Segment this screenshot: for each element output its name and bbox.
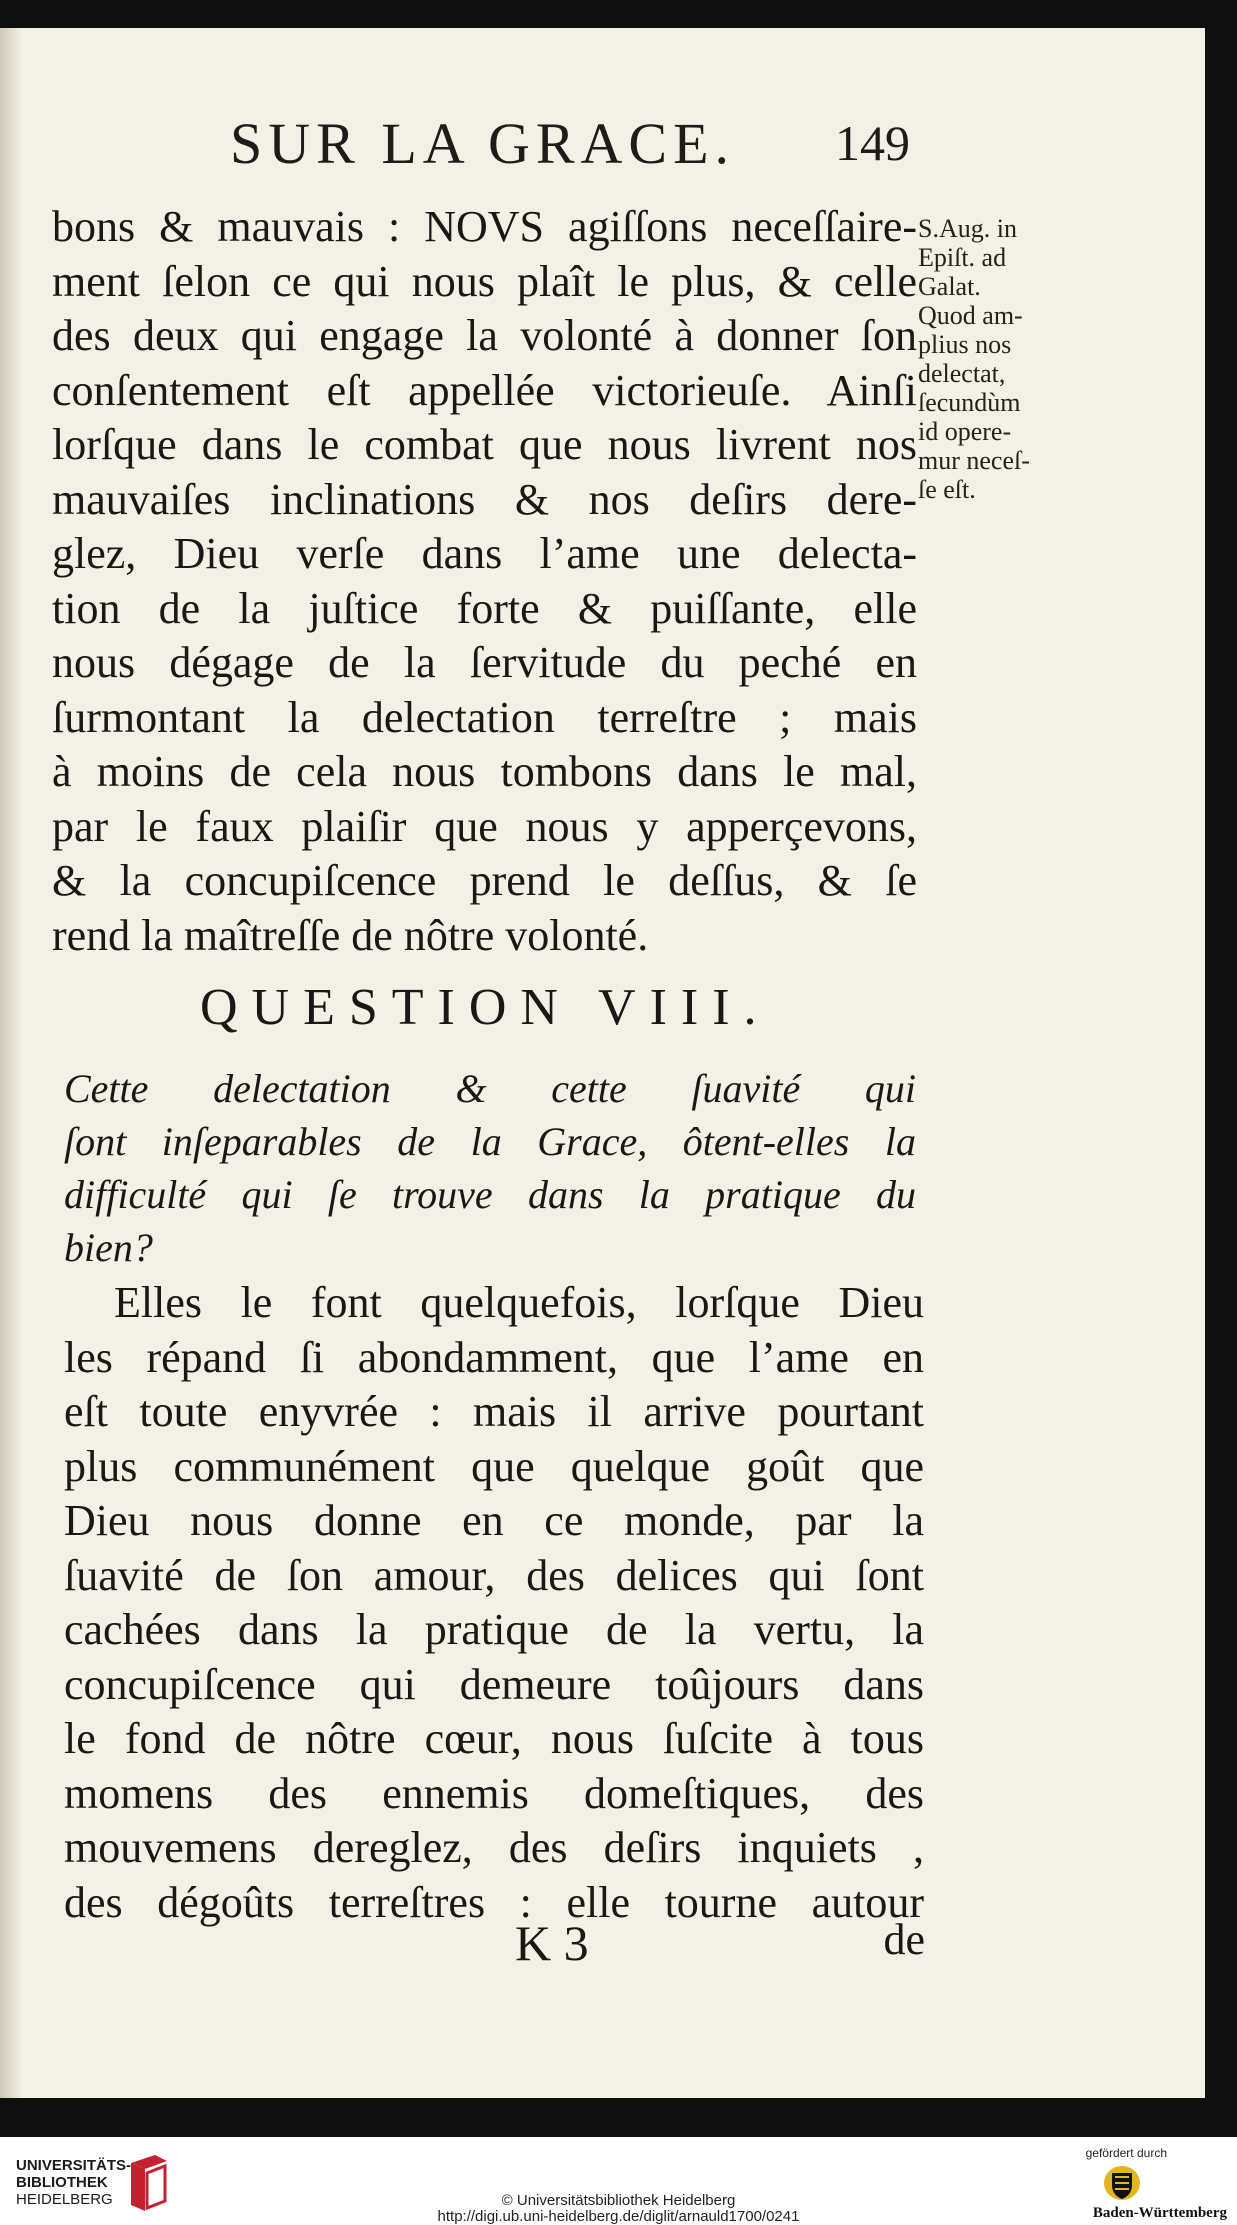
page-header	[230, 110, 920, 200]
text-line: ment ſelon ce qui nous plaît le plus, & celle	[52, 256, 917, 306]
paragraph-2	[64, 1276, 924, 1930]
text-line: Elles le font quelquefois, lorſque Dieu	[114, 1278, 924, 1327]
question-line: Cette delectation & cette ſuavité qui	[64, 1066, 916, 1111]
margin-note-line: mur neceſ-	[918, 446, 1030, 475]
text-line: mouvemens dereglez, des deſirs inquiets ,	[64, 1823, 924, 1872]
text-line: lorſque dans le combat que nous livrent nos	[52, 420, 917, 469]
text-line: rend la maîtreſſe de nôtre volonté.	[52, 910, 649, 960]
text-line: des dégoûts terreſtres : elle tourne autour	[64, 1877, 924, 1927]
viewer-footer-bar	[0, 2137, 1237, 2225]
funded-by-label: gefördert durch	[1085, 2146, 1167, 2160]
permalink-url[interactable]: http://digi.ub.uni-heidelberg.de/diglit/arnauld1700/0241	[437, 2208, 800, 2225]
book-page	[0, 28, 1205, 2098]
text-line: tion de la juſtice forte & puiſſante, elle	[52, 583, 917, 633]
question-line: ſont inſeparables de la Grace, ôtent-elles la	[64, 1119, 916, 1164]
text-line: bons & mauvais : NOVS agiſſons neceſſaire-	[52, 202, 917, 251]
library-name-line: HEIDELBERG	[16, 2191, 113, 2208]
text-line: plus communément que quelque goût que	[64, 1441, 924, 1491]
text-line: nous dégage de la ſervitude du peché en	[52, 638, 917, 687]
library-name-line: BIBLIOTHEK	[16, 2174, 108, 2191]
question-text	[64, 1062, 916, 1274]
section-heading: QUESTION VIII.	[200, 979, 771, 1036]
margin-note-line: ſe eſt.	[918, 475, 976, 504]
question-line: bien?	[64, 1225, 153, 1270]
text-line: Dieu nous donne en ce monde, par la	[64, 1496, 924, 1545]
margin-note-line: delectat,	[918, 359, 1006, 388]
text-line: ſurmontant la delectation terreſtre ; mais	[52, 692, 917, 742]
text-line: & la concupiſcence prend le deſſus, & ſe	[52, 856, 917, 905]
text-line: eſt toute enyvrée : mais il arrive pourtant	[64, 1387, 924, 1436]
margin-note-line: ſecundùm	[918, 388, 1021, 417]
text-line: momens des ennemis domeſtiques, des	[64, 1768, 924, 1818]
running-head: SUR LA GRACE.	[230, 111, 736, 176]
margin-note-line: Galat.	[918, 272, 981, 301]
text-line: conſentement eſt appellée victorieuſe. Ainſi	[52, 365, 917, 415]
text-line: cachées dans la pratique de la vertu, la	[64, 1605, 924, 1654]
signature-mark: K 3	[515, 1915, 589, 1971]
margin-note-line: id opere-	[918, 417, 1012, 446]
library-name-line: UNIVERSITÄTS-	[16, 2157, 132, 2174]
sponsor-label: Baden-Württemberg	[1092, 2205, 1227, 2221]
state-crest-icon	[1095, 2163, 1149, 2203]
text-line: le fond de nôtre cœur, nous ſuſcite à tous	[64, 1714, 924, 1763]
copyright-text: © Universitätsbibliothek Heidelberg	[501, 2192, 736, 2209]
text-line: les répand ſi abondamment, que l’ame en	[64, 1332, 924, 1382]
text-line: par le faux plaiſir que nous y apperçevons,	[52, 801, 917, 851]
question-line: difficulté qui ſe trouve dans la pratique du	[64, 1172, 916, 1217]
page-footer	[45, 1914, 935, 1974]
margin-note-line: plius nos	[918, 330, 1012, 359]
page-number: 149	[835, 115, 910, 171]
text-line: concupiſcence qui demeure toûjours dans	[64, 1659, 924, 1709]
copyright-notice	[0, 2193, 1237, 2225]
margin-note-line: Quod am-	[918, 301, 1023, 330]
text-line: des deux qui engage la volonté à donner ſon	[52, 311, 917, 360]
catchword: de	[883, 1915, 925, 1964]
text-line: ſuavité de ſon amour, des delices qui ſont	[64, 1550, 924, 1600]
margin-note	[918, 214, 1068, 504]
text-line: glez, Dieu verſe dans l’ame une delecta-	[52, 529, 917, 578]
page-gutter-shadow	[0, 28, 22, 2098]
text-line: à moins de cela nous tombons dans le mal,	[52, 747, 917, 796]
text-line: mauvaiſes inclinations & nos deſirs dere-	[52, 474, 917, 524]
paragraph-1	[52, 200, 917, 963]
margin-note-line: S.Aug. in	[918, 214, 1017, 243]
margin-note-line: Epiſt. ad	[918, 243, 1007, 272]
